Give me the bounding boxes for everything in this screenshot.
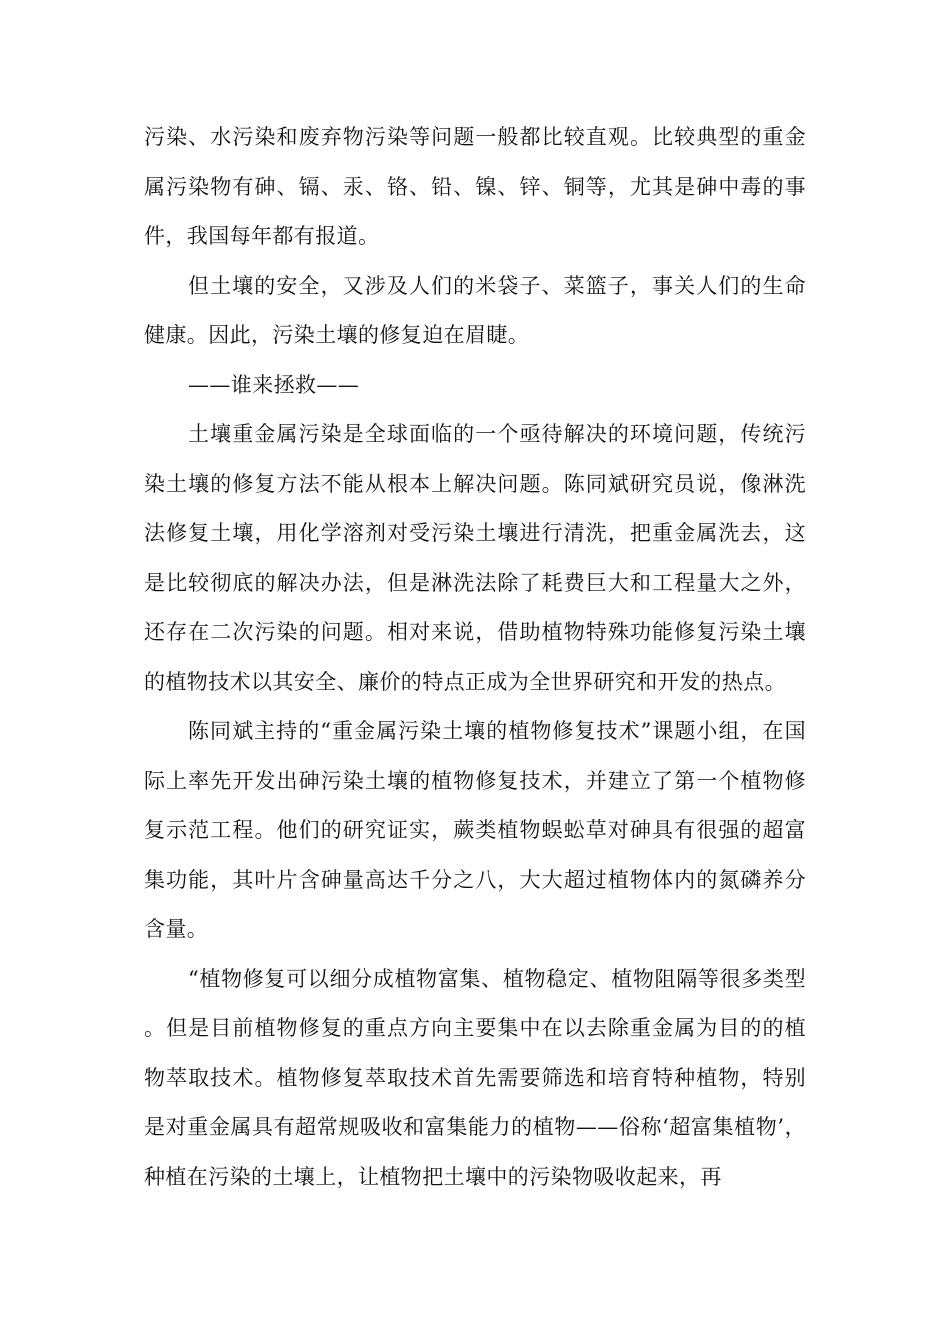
paragraph-3: 土壤重金属污染是全球面临的一个亟待解决的环境问题，传统污染土壤的修复方法不能从根本上解决问题。陈同斌研究员说，像淋洗法修复土壤，用化学溶剂对受污染土壤进行清洗，把重金属洗去，这是比较彻底的解决办法，但是淋洗法除了耗费巨大和工程量大之外，还存在二次污染的问题。相对来说，借助植物特殊功能修复污染土壤的植物技术以其安全、廉价的特点正成为全世界研究和开发的热点。 <box>144 422 806 694</box>
document-body <box>144 113 806 1202</box>
section-heading: ——谁来拯救—— <box>188 372 360 397</box>
paragraph-4: 陈同斌主持的“重金属污染土壤的植物修复技术”课题小组，在国际上率先开发出砷污染土壤的植物修复技术，并建立了第一个植物修复示范工程。他们的研究证实，蕨类植物蜈蚣草对砷具有很强的超富集功能，其叶片含砷量高达千分之八，大大超过植物体内的氮磷养分含量。 <box>144 719 806 941</box>
paragraph-2: 但土壤的安全，又涉及人们的米袋子、菜篮子，事关人们的生命健康。因此，污染土壤的修复迫在眉睫。 <box>144 273 806 347</box>
paragraph-1: 污染、水污染和废弃物污染等问题一般都比较直观。比较典型的重金属污染物有砷、镉、汞、铬、铅、镍、锌、铜等，尤其是砷中毒的事件，我国每年都有报道。 <box>144 125 806 248</box>
paragraph-5: “植物修复可以细分成植物富集、植物稳定、植物阻隔等很多类型。但是目前植物修复的重点方向主要集中在以去除重金属为目的的植物萃取技术。植物修复萃取技术首先需要筛选和培育特种植物，特别是对重金属具有超常规吸收和富集能力的植物——俗称‘超富集植物’，种植在污染的土壤上，让植物把土壤中的污染物吸收起来，再 <box>144 966 806 1189</box>
